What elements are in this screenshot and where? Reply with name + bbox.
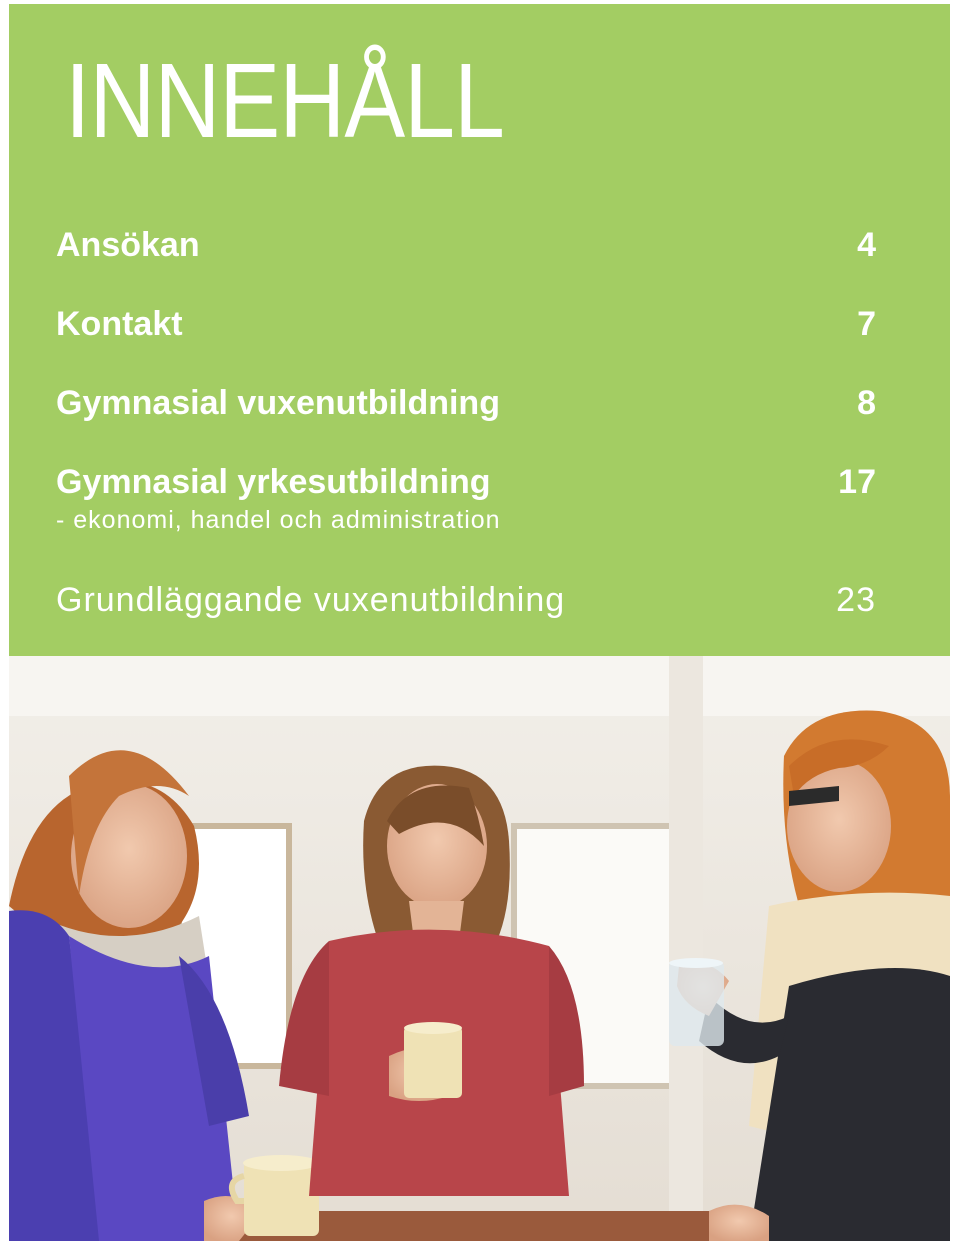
toc-entry-page: 17 (838, 463, 876, 501)
toc-entry-page: 7 (857, 305, 876, 343)
toc-entry-label: Ansökan (56, 226, 200, 264)
coffee-cup-middle (404, 1022, 462, 1098)
coffee-cup-left (232, 1155, 319, 1236)
pillar (669, 656, 703, 1241)
glass-right (669, 958, 724, 1046)
toc-entry-label: Kontakt (56, 305, 183, 343)
toc-entry-label: Gymnasial yrkesutbildning (56, 463, 491, 501)
toc-entry-page: 8 (857, 384, 876, 422)
toc-entry-label: Grundläggande vuxenutbildning (56, 581, 566, 619)
toc-entry-label: Gymnasial vuxenutbildning (56, 384, 500, 422)
ceiling (9, 656, 950, 716)
cover-photo (9, 656, 950, 1241)
toc-entry-page: 4 (857, 226, 876, 264)
toc-title: INNEHÅLL (65, 42, 504, 160)
toc-entry-subtitle: - ekonomi, handel och administration (56, 506, 501, 534)
toc-entry-page: 23 (836, 581, 876, 619)
